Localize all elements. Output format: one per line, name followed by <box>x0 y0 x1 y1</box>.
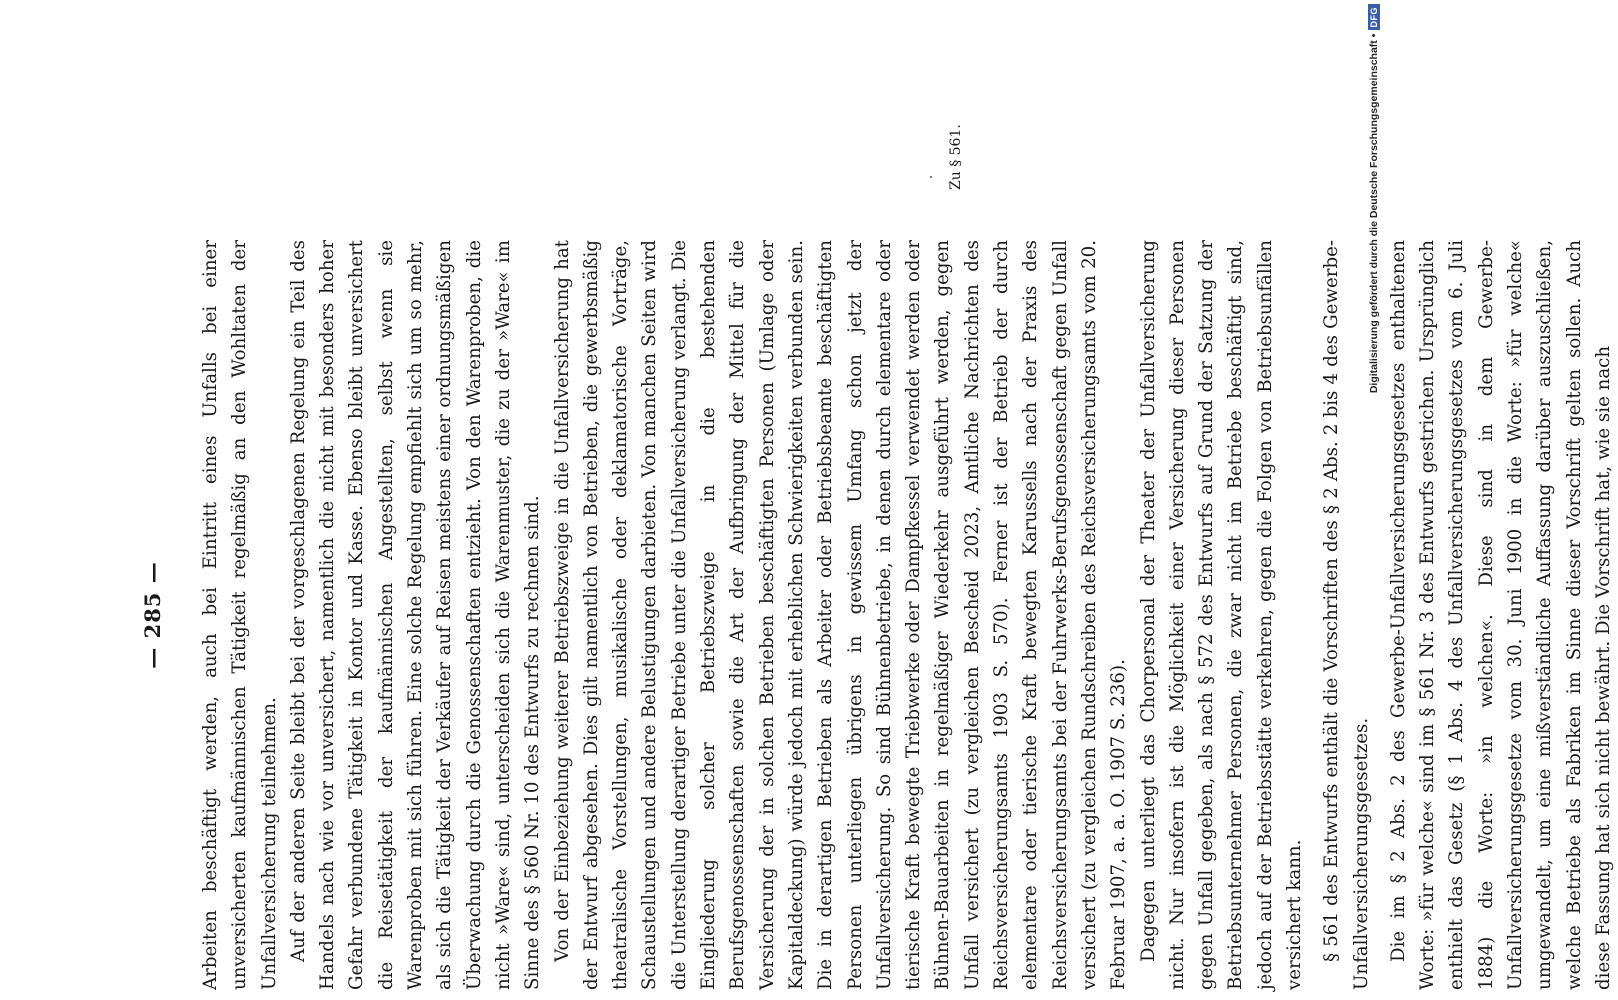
scan-speck <box>930 176 932 178</box>
digitization-notice: Digitalisierung gefördert durch die Deutsche Forschungsgemeinschaft <box>1368 40 1380 394</box>
digitization-strip: Digitalisierung gefördert durch die Deutsche Forschungsgemeinschaft • DFG <box>1364 4 1384 399</box>
paragraph-2: Auf der anderen Seite bleibt bei der vorgeschlagenen Regelung ein Teil des Handels nach wie vor unversichert, namentlich die nicht mit besonders hoher Gefahr verbundene Tätigkeit in Kontor und Kasse. Ebenso bleibt unversichert die Reisetätigkeit der kaufmännischen Angestellten, selbst wenn sie Warenproben mit sich führen. Eine solche Regelung empfiehlt sich um so mehr, als sich die Tätigkeit der Verkäufer auf Reisen meistens einer ordnungsmäßigen Überwachung durch die Genossenschaften entzieht. Von den Warenproben, die nicht »Ware« sind, unterscheiden sich die Warenmuster, die zu der »Ware« im Sinne des § 560 Nr. 10 des Entwurfs zu rechnen sind. <box>287 240 544 990</box>
paragraph-5: § 561 des Entwurfs enthält die Vorschriften des § 2 Abs. 2 bis 4 des Gewerbe-Unfallversicherungsgesetzes. <box>1321 240 1372 990</box>
body-text <box>196 240 1618 990</box>
dfg-logo-icon: DFG <box>1368 4 1380 31</box>
page-number: — 285 — <box>140 561 165 669</box>
margin-note: Zu § 561. <box>948 124 964 190</box>
paragraph-6: Die im § 2 Abs. 2 des Gewerbe-Unfallversicherungsgesetzes enthaltenen Worte: »für welche« sind im § 561 Nr. 3 des Entwurfs gestrichen. Ursprünglich enthielt das Gesetz (§ 1 Abs. 4 des Unfallversicherungsgesetzes vom 6. Juli 1884) die Worte: »in welchen«. Diese sind in dem Gewerbe-Unfallversicherungsgesetze vom 30. Juni 1900 in die Worte: »für welche« umgewandelt, um eine mißverständliche Auffassung darüber auszuschließen, welche Betriebe als Fabriken im Sinne dieser Vorschrift gelten sollen. Auch diese Fassung hat sich nicht bewährt. Die Vorschrift hat, wie sie nach <box>1387 240 1614 990</box>
paragraph-1: Arbeiten beschäftigt werden, auch bei Eintritt eines Unfalls bei einer unversicherten kaufmännischen Tätigkeit regelmäßig an den Wohltaten der Unfallversicherung teilnehmen. <box>200 240 280 990</box>
paragraph-4: Dagegen unterliegt das Chorpersonal der Theater der Unfallversicherung nicht. Nur insofern ist die Möglichkeit einer Versicherung dieser Personen gegen Unfall gegeben, als nach § 572 des Entwurfs auf Grund der Satzung der Betriebsunternehmer Personen, die zwar nicht im Betriebe beschäftigt sind, jedoch auf der Betriebsstätte verkehren, gegen die Folgen von Betriebsunfällen versichert kann. <box>1137 240 1305 990</box>
paragraph-3: Von der Einbeziehung weiterer Betriebszweige in die Unfallversicherung hat der Entwurf abgesehen. Dies gilt namentlich von Betrieben, die gewerbsmäßig theatralische Vorstellungen, musikalische oder deklamatorische Vorträge, Schaustellungen und andere Belustigungen darbieten. Von manchen Seiten wird die Unterstellung derartiger Betriebe unter die Unfallversicherung verlangt. Die Eingliederung solcher Betriebszweige in die bestehenden Berufsgenossenschaften sowie die Art der Aufbringung der Mittel für die Versicherung der in solchen Betrieben beschäftigten Personen (Umlage oder Kapitaldeckung) würde jedoch mit erheblichen Schwierigkeiten verbunden sein. Die in derartigen Betrieben als Arbeiter oder Betriebsbeamte beschäftigten Personen unterliegen übrigens in gewissem Umfang schon jetzt der Unfallversicherung. So sind Bühnenbetriebe, in denen durch elementare oder tierische Kraft bewegte Triebwerke oder Dampfkessel verwendet werden oder Bühnen-Bauarbeiten in regelmäßiger Wiederkehr ausgeführt werden, gegen Unfall versichert (zu vergleichen Bescheid 2023, Amtliche Nachrichten des Reichsversicherungsamts 1903 S. 570). Ferner ist der Betrieb der durch elementare oder tierische Kraft bewegten Karussells nach der Praxis des Reichsversicherungsamts bei der Fuhrwerks-Berufsgenossenschaft gegen Unfall versichert (zu vergleichen Rundschreiben des Reichsversicherungsamts vom 20. Februar 1907, a. a. O. 1907 S. 236). <box>551 240 1130 990</box>
